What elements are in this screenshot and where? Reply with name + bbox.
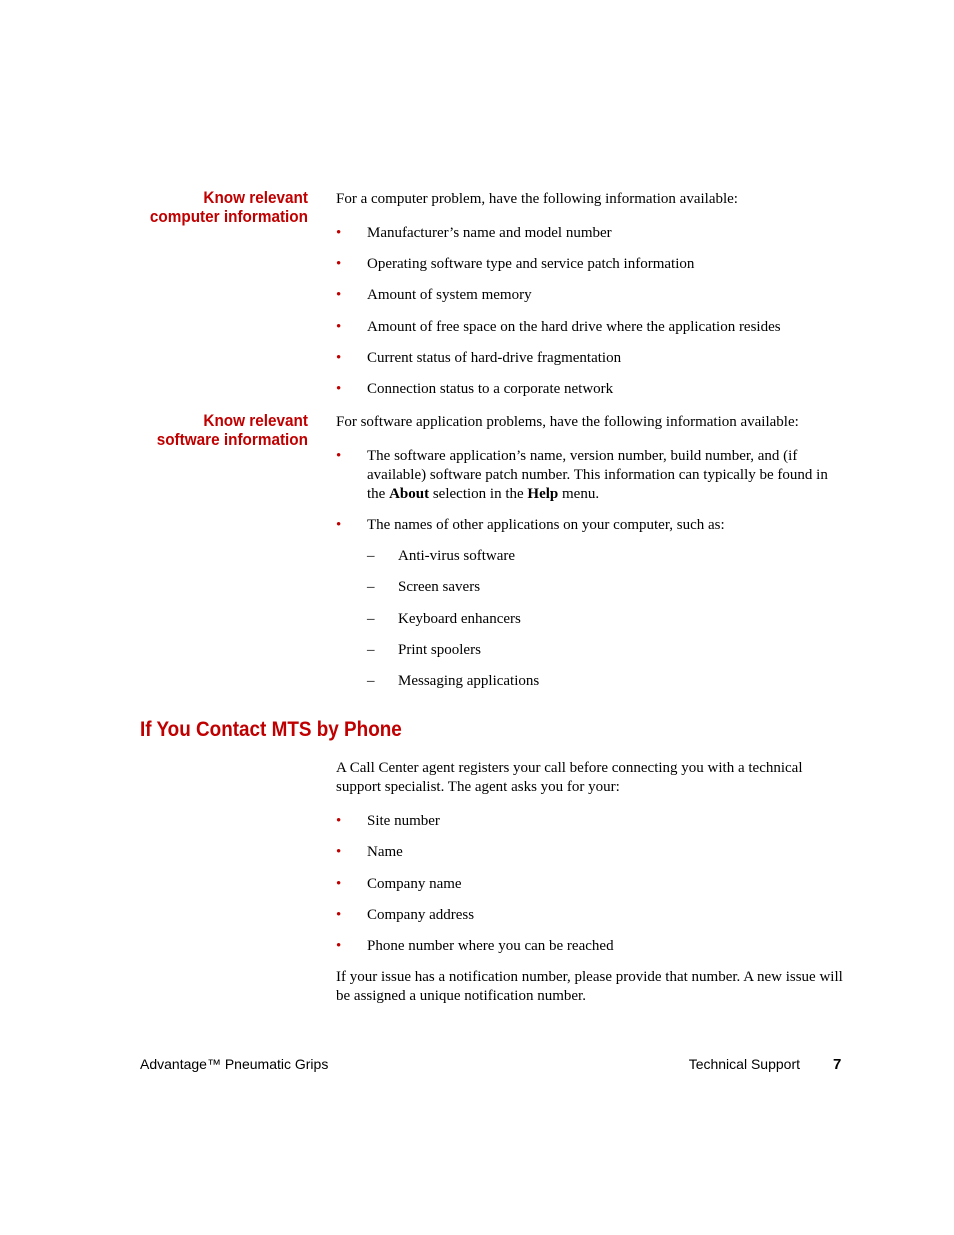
list-item-text: Amount of system memory (367, 287, 532, 303)
bullet-icon: • (336, 319, 342, 335)
sublist-item-text: Screen savers (398, 579, 481, 595)
bullet-icon: • (336, 381, 342, 397)
list-item-text: Current status of hard-drive fragmentation (367, 350, 622, 366)
sublist-item-text: Keyboard enhancers (398, 611, 521, 627)
list-item (336, 812, 846, 831)
list-item (336, 286, 846, 305)
list-item (336, 380, 846, 399)
sublist-item (367, 641, 846, 660)
list-item (336, 875, 846, 894)
computer-info-heading (92, 188, 308, 226)
list-item-text: The names of other applications on your computer, such as: (367, 517, 725, 533)
dash-icon: – (367, 548, 375, 564)
footer-product-name: Advantage™ Pneumatic Grips (140, 1056, 329, 1072)
heading-line: software information (156, 430, 308, 449)
list-item (336, 255, 846, 274)
bullet-icon: • (336, 287, 342, 303)
list-item (336, 318, 846, 337)
help-menu-ref: Help (527, 486, 559, 502)
list-item-text: Manufacturer’s name and model number (367, 225, 612, 241)
list-item-text: Name (367, 844, 403, 860)
dash-icon: – (367, 611, 375, 627)
bullet-icon: • (336, 448, 342, 464)
sublist-item (367, 672, 846, 691)
list-item (336, 906, 846, 925)
bullet-icon: • (336, 256, 342, 272)
sublist-item-text: Anti-virus software (398, 548, 516, 564)
list-item (336, 516, 846, 691)
phone-section-intro: A Call Center agent registers your call before connecting you with a technical support specialist. The agent asks you for your: (336, 760, 803, 795)
computer-info-intro: For a computer problem, have the following information available: (336, 191, 738, 207)
software-info-list (336, 447, 846, 691)
list-item (336, 843, 846, 862)
list-item-text: The software application’s name, version number, build number, and (if available) software patch number. This information can typically be found in the (367, 448, 828, 502)
dash-icon: – (367, 673, 375, 689)
heading-line: Know relevant (203, 411, 308, 430)
phone-section-closing: If your issue has a notification number, please provide that number. A new issue will be assigned a unique notification number. (336, 969, 843, 1004)
list-item-text: Site number (367, 813, 440, 829)
bullet-icon: • (336, 907, 342, 923)
bullet-icon: • (336, 813, 342, 829)
computer-info-list (336, 224, 846, 399)
list-item (336, 937, 846, 956)
list-item (336, 349, 846, 368)
software-info-heading (92, 411, 308, 449)
footer-section-title: Technical Support (688, 1056, 800, 1072)
list-item-text: menu. (558, 486, 600, 502)
dash-icon: – (367, 579, 375, 595)
list-item-text: Operating software type and service patch information (367, 256, 695, 272)
list-item-text: selection in the (429, 486, 528, 502)
sublist-item-text: Print spoolers (398, 642, 481, 658)
bullet-icon: • (336, 225, 342, 241)
list-item-text: Company address (367, 907, 475, 923)
phone-info-list (336, 812, 846, 956)
sublist-item (367, 547, 846, 566)
list-item-text: Phone number where you can be reached (367, 938, 614, 954)
bullet-icon: • (336, 938, 342, 954)
page-number: 7 (833, 1056, 842, 1073)
bullet-icon: • (336, 876, 342, 892)
bullet-icon: • (336, 517, 342, 533)
sublist-item (367, 578, 846, 597)
list-item-text: Company name (367, 876, 462, 892)
software-info-intro: For software application problems, have the following information available: (336, 414, 799, 430)
phone-section-heading: If You Contact MTS by Phone (140, 718, 402, 741)
sublist-item-text: Messaging applications (398, 673, 540, 689)
list-item-text: Amount of free space on the hard drive where the application resides (367, 319, 781, 335)
dash-icon: – (367, 642, 375, 658)
bullet-icon: • (336, 350, 342, 366)
applications-sublist (367, 547, 846, 691)
sublist-item (367, 610, 846, 629)
about-menu-ref: About (389, 486, 430, 502)
heading-line: Know relevant (203, 188, 308, 207)
list-item (336, 224, 846, 243)
heading-line: computer information (149, 207, 308, 226)
list-item-text: Connection status to a corporate network (367, 381, 614, 397)
list-item (336, 447, 846, 504)
bullet-icon: • (336, 844, 342, 860)
